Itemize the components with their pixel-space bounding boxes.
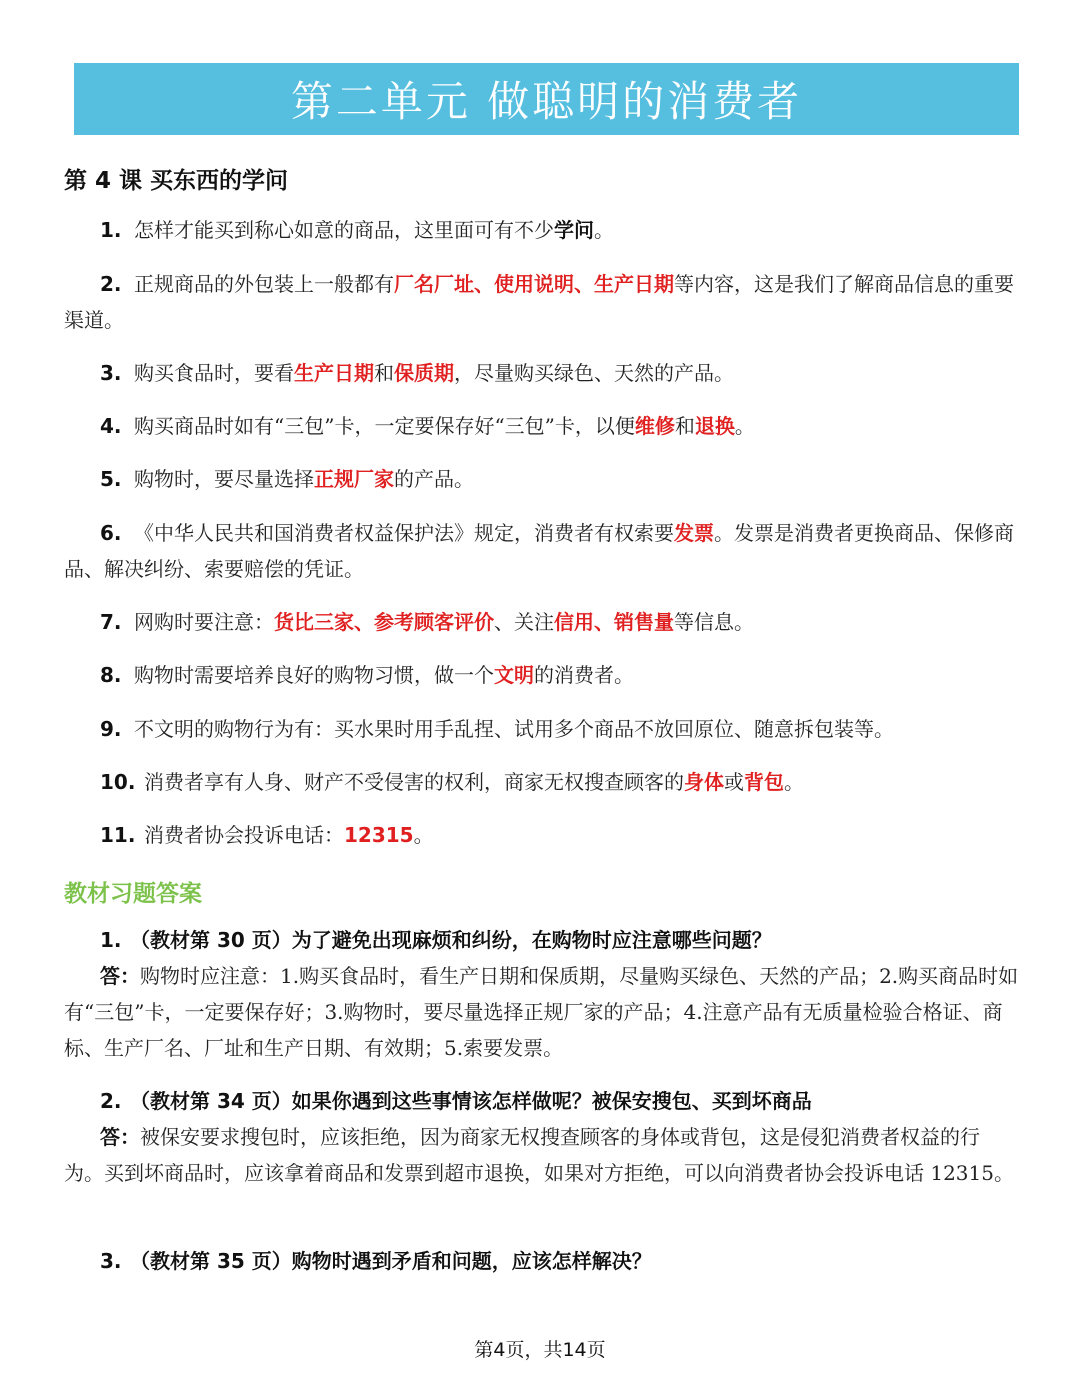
key-term: 身体 (684, 770, 724, 794)
point-text: 、关注 (494, 610, 554, 634)
answer-text: 被保安要求搜包时，应该拒绝，因为商家无权搜查顾客的身体或背包，这是侵犯消费者权益的行为。买到坏商品时，应该拿着商品和发票到超市退换，如果对方拒绝，可以向消费者协会投诉电话 12315。 (64, 1125, 1014, 1185)
point-text: 。 (594, 218, 614, 242)
point-number: 9. (100, 717, 122, 741)
exercise-question (64, 1083, 1019, 1119)
key-term: 学问 (554, 218, 594, 242)
exercise-question-text: （教材第 30 页）为了避免出现麻烦和纠纷，在购物时应注意哪些问题？ (130, 928, 772, 952)
point-text: 正规商品的外包装上一般都有 (134, 272, 394, 296)
key-term: 货比三家、参考顾客评价 (274, 610, 494, 634)
knowledge-point (64, 764, 1019, 800)
knowledge-point (64, 355, 1019, 391)
point-text: 的产品。 (394, 467, 474, 491)
answer-label: 答： (100, 964, 140, 988)
knowledge-point (64, 711, 1019, 747)
key-term: 保质期 (394, 361, 454, 385)
point-number: 5. (100, 467, 122, 491)
point-text: 等内容，这是我们了解商品信息的重要渠道。 (64, 272, 1014, 332)
exercise-answer (64, 1119, 1019, 1191)
key-term: 信用、销售量 (554, 610, 674, 634)
point-text: 等信息。 (674, 610, 754, 634)
point-number: 11. (100, 823, 136, 847)
point-text: 购买食品时，要看 (134, 361, 294, 385)
point-text: 网购时要注意： (134, 610, 274, 634)
knowledge-point (64, 817, 1019, 853)
exercise-question-text: （教材第 34 页）如果你遇到这些事情该怎样做呢？被保安搜包、买到坏商品 (130, 1089, 812, 1113)
point-text: 的消费者。 (534, 663, 634, 687)
point-text: 不文明的购物行为有：买水果时用手乱捏、试用多个商品不放回原位、随意拆包装等。 (134, 717, 894, 741)
point-number: 1. (100, 218, 122, 242)
exercise-number: 1. (100, 928, 122, 952)
point-number: 4. (100, 414, 122, 438)
page-number: 第4页，共14页 (474, 1339, 606, 1361)
point-text: 。 (784, 770, 804, 794)
point-text: 和 (674, 414, 695, 438)
point-number: 3. (100, 361, 122, 385)
exercise-number: 3. (100, 1249, 122, 1273)
point-text: 。发票是消费者更换商品、保修商品、解决纠纷、索要赔偿的凭证。 (64, 521, 1014, 581)
point-text: 。 (413, 823, 434, 847)
point-text: 怎样才能买到称心如意的商品，这里面可有不少 (134, 218, 554, 242)
knowledge-point (64, 461, 1019, 497)
knowledge-point (64, 604, 1019, 640)
key-term: 发票 (674, 521, 714, 545)
answer-text: 购物时应注意：1.购买食品时，看生产日期和保质期，尽量购买绿色、天然的产品；2.购买商品时如有“三包”卡，一定要保存好；3.购物时，要尽量选择正规厂家的产品；4.注意产品有无质量检验合格证、商标、生产厂名、厂址和生产日期、有效期；5.索要发票。 (64, 964, 1019, 1060)
lesson-title: 第 4 课 买东西的学问 (64, 168, 289, 194)
knowledge-point (64, 515, 1019, 587)
unit-title: 第二单元 做聪明的消费者 (290, 77, 803, 126)
exercise-question-text: （教材第 35 页）购物时遇到矛盾和问题，应该怎样解决？ (130, 1249, 652, 1273)
key-term: 12315 (344, 823, 414, 847)
key-term: 退换 (694, 414, 735, 438)
key-term: 文明 (494, 663, 534, 687)
exercise-number: 2. (100, 1089, 122, 1113)
point-text: 《中华人民共和国消费者权益保护法》规定，消费者有权索要 (134, 521, 674, 545)
knowledge-point (64, 657, 1019, 693)
point-text: 消费者享有人身、财产不受侵害的权利，商家无权搜查顾客的 (144, 770, 684, 794)
key-term: 背包 (744, 770, 784, 794)
answer-label: 答： (100, 1125, 140, 1149)
key-term: 正规厂家 (314, 467, 394, 491)
point-text: 消费者协会投诉电话： (144, 823, 344, 847)
point-number: 7. (100, 610, 122, 634)
exercise-answer (64, 958, 1019, 1066)
point-text: 购物时，要尽量选择 (134, 467, 314, 491)
point-text: 和 (374, 361, 394, 385)
key-term: 生产日期 (294, 361, 374, 385)
key-term: 维修 (634, 414, 675, 438)
point-text: 购买商品时如有“三包”卡，一定要保存好“三包”卡，以便 (134, 414, 635, 438)
exercises-title: 教材习题答案 (64, 881, 202, 907)
unit-banner (74, 63, 1019, 135)
key-term: 厂名厂址、使用说明、生产日期 (394, 272, 674, 296)
exercise-question (64, 922, 1019, 958)
knowledge-point (64, 266, 1019, 338)
point-number: 8. (100, 663, 122, 687)
knowledge-point (64, 408, 1019, 444)
knowledge-point (64, 212, 1019, 248)
point-number: 2. (100, 272, 122, 296)
exercise-question (64, 1243, 1019, 1279)
point-number: 10. (100, 770, 136, 794)
point-number: 6. (100, 521, 122, 545)
point-text: 。 (734, 414, 755, 438)
point-text: 或 (724, 770, 744, 794)
point-text: 购物时需要培养良好的购物习惯，做一个 (134, 663, 494, 687)
point-text: ，尽量购买绿色、天然的产品。 (454, 361, 734, 385)
